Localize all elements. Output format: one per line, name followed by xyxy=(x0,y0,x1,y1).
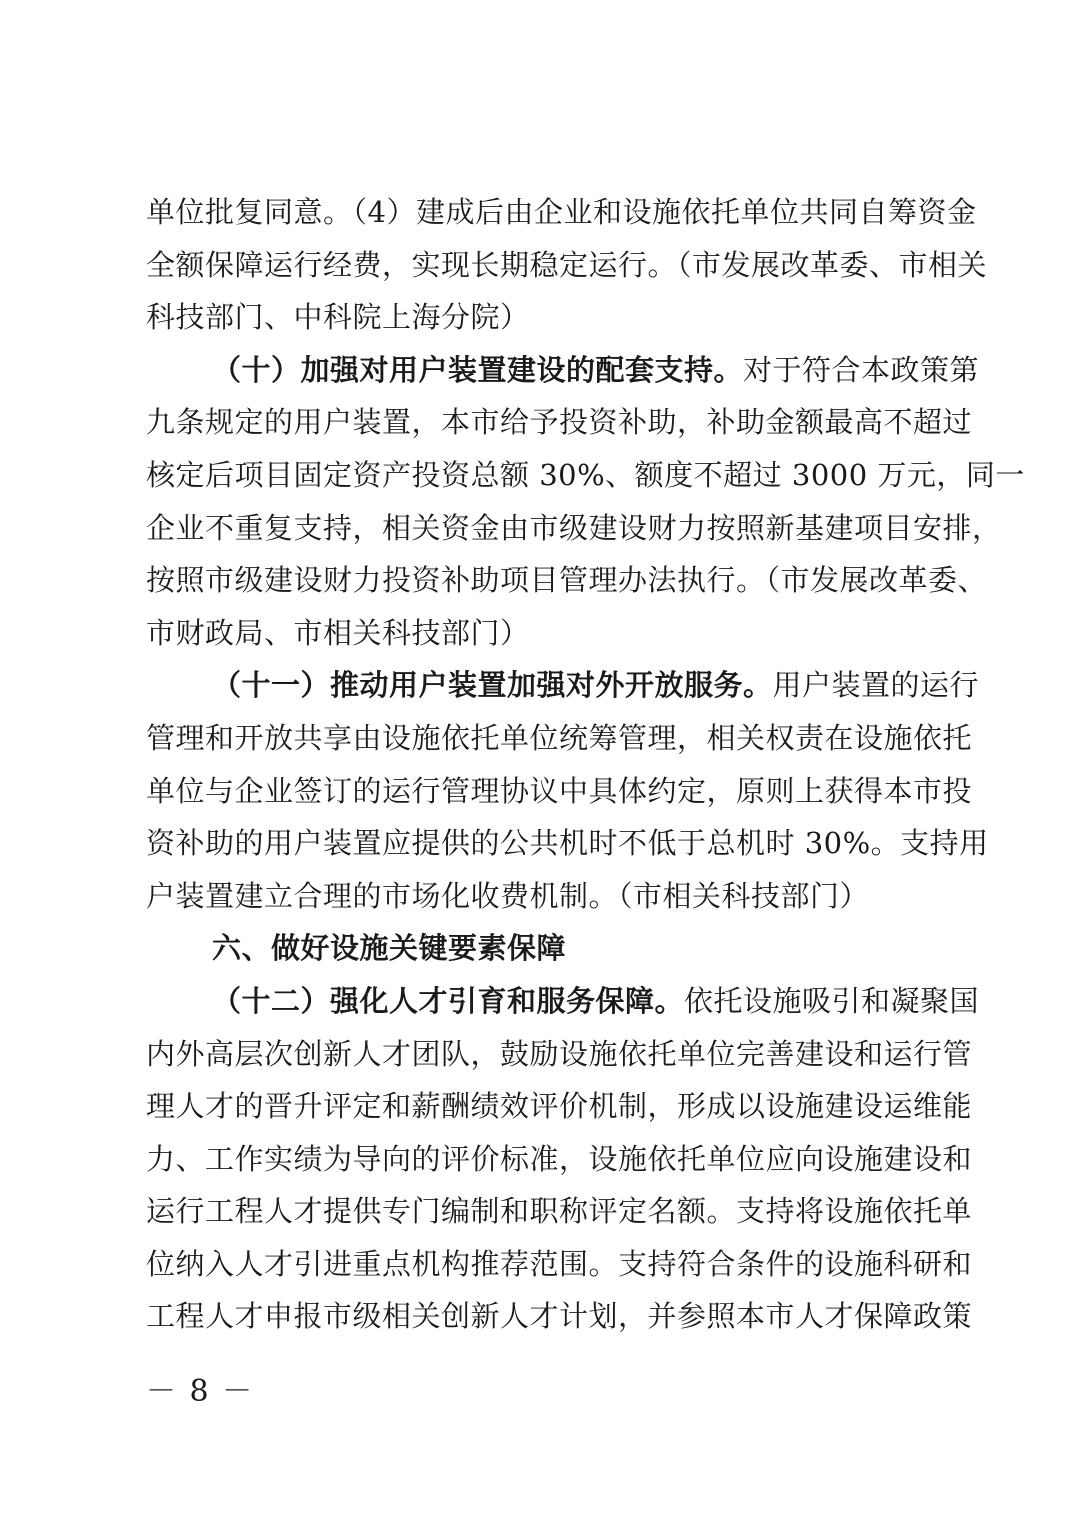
text-line: 运行工程人才提供专门编制和职称评定名额。支持将设施依托单 xyxy=(146,1194,973,1229)
text-line: 资补助的用户装置应提供的公共机时不低于总机时 30%。支持用 xyxy=(146,826,989,861)
section-heading: 六、做好设施关键要素保障 xyxy=(212,931,567,966)
document-body xyxy=(146,186,1025,1343)
text-line: 科技部门、中科院上海分院） xyxy=(146,300,530,335)
item-text: 用户装置的运行 xyxy=(772,668,980,703)
page-number: － 8 － xyxy=(146,1374,255,1409)
text-line: 企业不重复支持，相关资金由市级建设财力按照新基建项目安排， xyxy=(146,510,1002,545)
text-line: 户装置建立合理的市场化收费机制。（市相关科技部门） xyxy=(146,878,870,913)
item-text: 对于符合本政策第 xyxy=(743,352,980,387)
item-text: 依托设施吸引和凝聚国 xyxy=(684,983,980,1018)
paragraph-item-11 xyxy=(146,659,980,712)
text-line: 管理和开放共享由设施依托单位统筹管理，相关权责在设施依托 xyxy=(146,720,973,755)
paragraph-item-10 xyxy=(146,344,980,397)
text-line: 全额保障运行经费，实现长期稳定运行。（市发展改革委、市相关 xyxy=(146,247,988,282)
item-title: （十二）强化人才引育和服务保障。 xyxy=(212,983,685,1018)
text-line: 单位与企业签订的运行管理协议中具体约定，原则上获得本市投 xyxy=(146,773,973,808)
text-line: 内外高层次创新人才团队，鼓励设施依托单位完善建设和运行管 xyxy=(146,1036,973,1071)
text-line: 力、工作实绩为导向的评价标准，设施依托单位应向设施建设和 xyxy=(146,1141,973,1176)
text-line: 按照市级建设财力投资补助项目管理办法执行。（市发展改革委、 xyxy=(146,563,988,598)
item-title: （十）加强对用户装置建设的配套支持。 xyxy=(212,352,744,387)
text-line: 位纳入人才引进重点机构推荐范围。支持符合条件的设施科研和 xyxy=(146,1246,973,1281)
text-line: 理人才的晋升评定和薪酬绩效评价机制，形成以设施建设运维能 xyxy=(146,1089,973,1124)
text-line: 核定后项目固定资产投资总额 30%、额度不超过 3000 万元，同一 xyxy=(146,457,1025,492)
item-title: （十一）推动用户装置加强对外开放服务。 xyxy=(212,668,773,703)
text-line: 九条规定的用户装置，本市给予投资补助，补助金额最高不超过 xyxy=(146,405,973,440)
paragraph-item-12 xyxy=(146,975,980,1028)
text-line: 工程人才申报市级相关创新人才计划，并参照本市人才保障政策 xyxy=(146,1299,973,1334)
text-line: 市财政局、市相关科技部门） xyxy=(146,615,530,650)
text-line: 单位批复同意。（4）建成后由企业和设施依托单位共同自筹资金 xyxy=(146,195,977,229)
